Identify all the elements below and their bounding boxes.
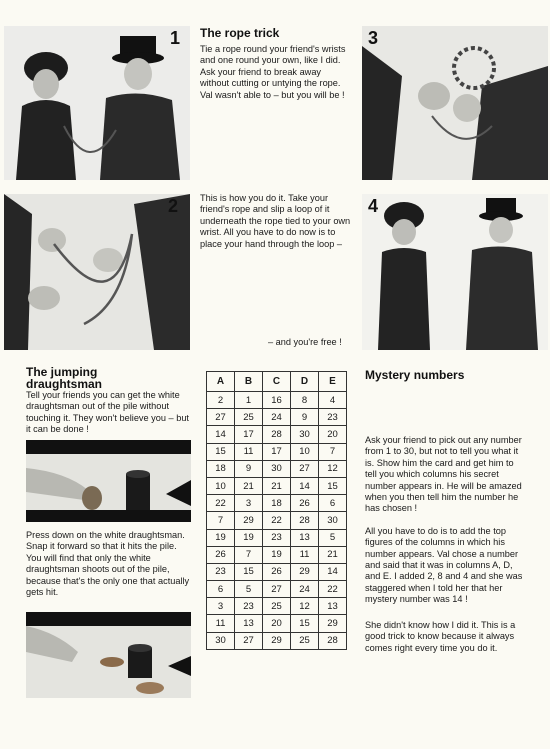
rope-trick-free: – and you're free ! [268, 337, 342, 347]
table-cell: 6 [319, 495, 347, 512]
table-cell: 15 [291, 615, 319, 632]
table-cell: 16 [263, 392, 291, 409]
table-cell: 28 [291, 512, 319, 529]
column-header: E [319, 372, 347, 392]
table-cell: 23 [319, 409, 347, 426]
table-cell: 8 [291, 392, 319, 409]
table-cell: 26 [263, 563, 291, 580]
table-cell: 26 [291, 495, 319, 512]
table-cell: 7 [207, 512, 235, 529]
table-cell: 25 [291, 632, 319, 649]
table-cell: 30 [263, 460, 291, 477]
table-cell: 4 [319, 392, 347, 409]
table-cell: 15 [207, 443, 235, 460]
table-cell: 13 [291, 529, 319, 546]
table-cell: 11 [235, 443, 263, 460]
table-body [207, 392, 347, 650]
photo-number-1: 1 [170, 28, 181, 48]
table-row [207, 409, 347, 426]
column-header: A [207, 372, 235, 392]
rope-trick-intro: Tie a rope round your friend's wrists and one round your own, like I did. Ask your friend to break away without cutting or untying the rope. Val wasn't able to – but you will be ! [200, 44, 346, 100]
table-cell: 11 [291, 546, 319, 563]
table-cell: 19 [207, 529, 235, 546]
table-cell: 3 [235, 495, 263, 512]
table-cell: 15 [235, 563, 263, 580]
table-cell: 28 [319, 632, 347, 649]
column-header: C [263, 372, 291, 392]
table-row [207, 598, 347, 615]
table-cell: 6 [207, 581, 235, 598]
table-cell: 14 [319, 563, 347, 580]
table-cell: 22 [207, 495, 235, 512]
photo-number-2: 2 [168, 196, 179, 216]
table-cell: 15 [319, 477, 347, 494]
rope-trick-title: The rope trick [200, 26, 280, 40]
table-header-row [207, 372, 347, 392]
column-header: D [291, 372, 319, 392]
table-cell: 28 [263, 426, 291, 443]
mystery-text [365, 435, 525, 665]
column-header: B [235, 372, 263, 392]
rope-trick-photo-4 [362, 194, 548, 350]
table-cell: 29 [235, 512, 263, 529]
rope-trick-photo-3 [362, 26, 548, 180]
table-cell: 13 [319, 598, 347, 615]
table-cell: 23 [207, 563, 235, 580]
table-cell: 21 [235, 477, 263, 494]
table-cell: 22 [263, 512, 291, 529]
table-cell: 27 [207, 409, 235, 426]
table-row [207, 529, 347, 546]
table-cell: 1 [235, 392, 263, 409]
rope-trick-how-to: This is how you do it. Take your friend's rope and slip a loop of it underneath the rope tied to your own wrist. All you have to do now is to place your hand through the loop – [200, 193, 351, 249]
table-row [207, 563, 347, 580]
table-cell: 20 [263, 615, 291, 632]
table-row [207, 512, 347, 529]
table-cell: 11 [207, 615, 235, 632]
table-cell: 7 [235, 546, 263, 563]
draughtsman-text-1: Tell your friends you can get the white draughtsman out of the pile without touching it. They won't believe you – but it can be done ! [26, 390, 189, 435]
table-cell: 19 [263, 546, 291, 563]
table-cell: 18 [207, 460, 235, 477]
table-cell: 7 [319, 443, 347, 460]
draughtsman-photo-1 [26, 440, 191, 522]
table-cell: 25 [235, 409, 263, 426]
table-cell: 5 [235, 581, 263, 598]
table-cell: 5 [319, 529, 347, 546]
mystery-number-table [206, 371, 347, 650]
table-row [207, 546, 347, 563]
table-row [207, 392, 347, 409]
rope-trick-photo-2 [4, 194, 190, 350]
draughtsman-text-2: Press down on the white draughtsman. Snap it forward so that it hits the pile. You will find that only the white draughtsman shoots out of the pile, because that's the only one that actually gets hit. [26, 530, 190, 598]
mystery-paragraph-3: She didn't know how I did it. This is a good trick to know because it always comes right every time you do it. [365, 619, 516, 653]
table-cell: 9 [291, 409, 319, 426]
table-cell: 20 [319, 426, 347, 443]
table-cell: 25 [263, 598, 291, 615]
mystery-paragraph-2: All you have to do is to add the top figures of the columns in which his number appears. Val chose a number and said that it was in columns A, D, and E. I added 2, 8 and 4 and she was staggered when I told her that her mystery number was 14 ! [365, 525, 523, 605]
table-cell: 10 [207, 477, 235, 494]
table-cell: 19 [235, 529, 263, 546]
table-cell: 21 [263, 477, 291, 494]
table-cell: 2 [207, 392, 235, 409]
photo-number-4: 4 [368, 196, 379, 216]
table-cell: 12 [291, 598, 319, 615]
table-cell: 26 [207, 546, 235, 563]
table-cell: 10 [291, 443, 319, 460]
table-cell: 12 [319, 460, 347, 477]
table-cell: 30 [207, 632, 235, 649]
table-row [207, 477, 347, 494]
table-cell: 14 [207, 426, 235, 443]
table-cell: 21 [319, 546, 347, 563]
table-row [207, 426, 347, 443]
table-cell: 24 [263, 409, 291, 426]
table-row [207, 615, 347, 632]
table-cell: 30 [291, 426, 319, 443]
table-cell: 23 [263, 529, 291, 546]
mystery-title: Mystery numbers [365, 368, 465, 382]
table-row [207, 443, 347, 460]
photo-number-3: 3 [368, 28, 379, 48]
table-cell: 27 [291, 460, 319, 477]
table-cell: 9 [235, 460, 263, 477]
table-cell: 14 [291, 477, 319, 494]
table-cell: 29 [319, 615, 347, 632]
table-cell: 30 [319, 512, 347, 529]
table-row [207, 632, 347, 649]
table-cell: 22 [319, 581, 347, 598]
rope-trick-photo-1 [4, 26, 190, 180]
draughtsman-photo-2 [26, 612, 191, 698]
table-cell: 29 [291, 563, 319, 580]
table-row [207, 495, 347, 512]
table-cell: 24 [291, 581, 319, 598]
table-cell: 3 [207, 598, 235, 615]
draughtsman-title-line-1: The jumping [26, 365, 98, 379]
table-cell: 29 [263, 632, 291, 649]
table-row [207, 460, 347, 477]
draughtsman-title-line-2: draughtsman [26, 377, 103, 391]
table-cell: 18 [263, 495, 291, 512]
table-cell: 17 [263, 443, 291, 460]
table-cell: 17 [235, 426, 263, 443]
mystery-paragraph-1: Ask your friend to pick out any number from 1 to 30, but not to tell you what it is. Show him the card and get him to tell you which columns his secret number appears in. He will be amazed when you then tell him the number he has chosen ! [365, 435, 522, 514]
table-row [207, 581, 347, 598]
table-cell: 13 [235, 615, 263, 632]
table-cell: 23 [235, 598, 263, 615]
table-cell: 27 [263, 581, 291, 598]
table-cell: 27 [235, 632, 263, 649]
